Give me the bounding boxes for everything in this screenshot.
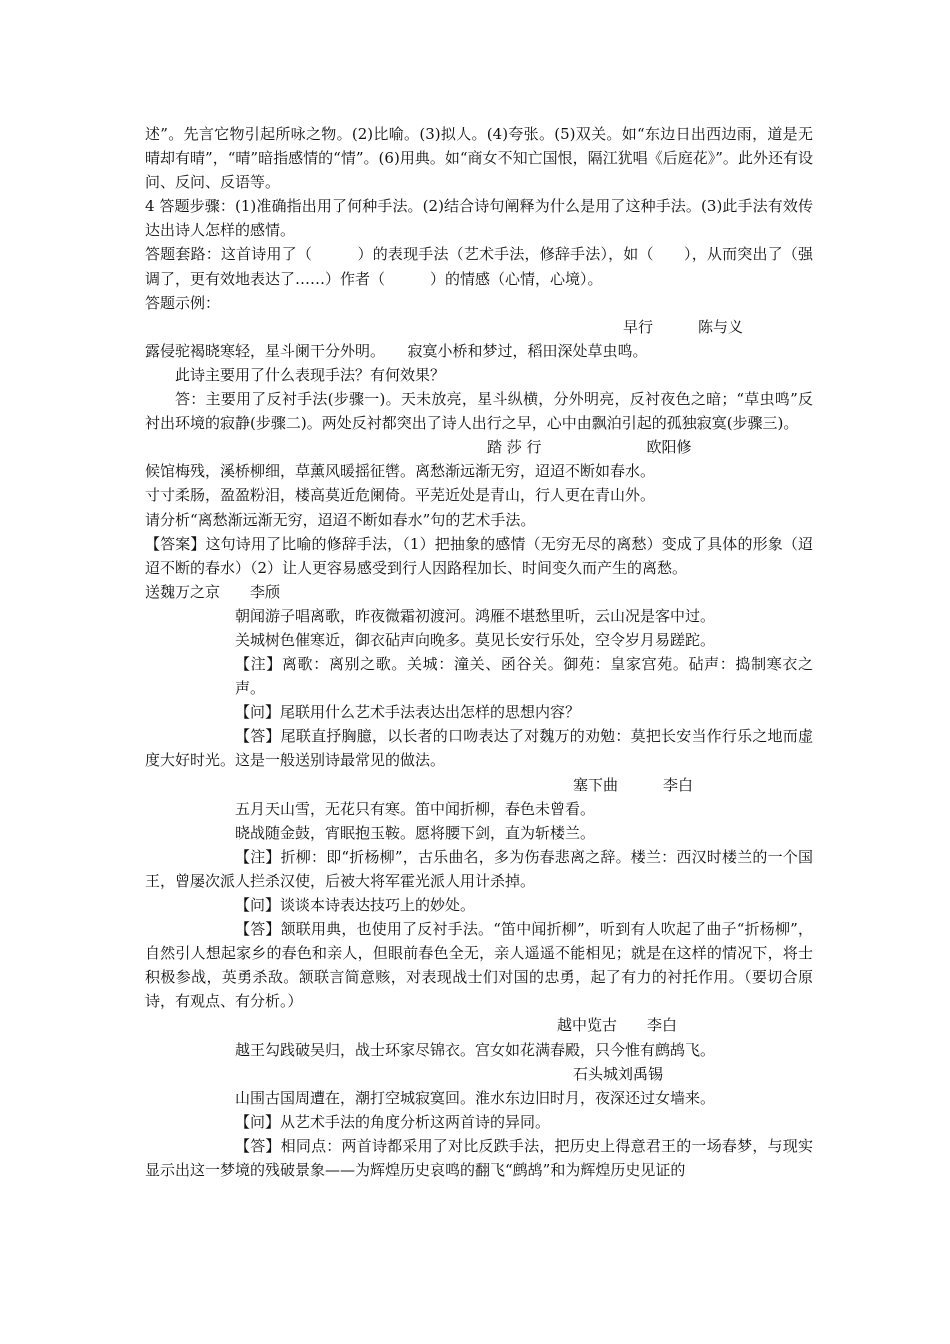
poem-text: 山围古国周遭在，潮打空城寂寞回。淮水东边旧时月，夜深还过女墙来。	[235, 1088, 716, 1107]
poem-block	[145, 797, 813, 845]
answer-steps: 4 答题步骤：(1)准确指出用了何种手法。(2)结合诗句阐释为什么是用了这种手法。(3)此手法有效传达出诗人怎样的感情。	[145, 197, 813, 240]
poem-line: 候馆梅残，溪桥柳细，草薰风暖摇征辔。离愁渐远渐无穷，迢迢不断如春水。	[145, 462, 656, 481]
question: 请分析“离愁渐远渐无穷，迢迢不断如春水”句的艺术手法。	[145, 510, 536, 529]
question: 【问】谈谈本诗表达技巧上的妙处。	[235, 896, 476, 914]
answer-formula: 答题套路：这首诗用了（ ）的表现手法（艺术手法，修辞手法），如（ ），从而突出了（强调了，更有效地表达了……）作者（ ）的情感（心情，心境）。	[145, 245, 813, 288]
answer: 【答】尾联直抒胸臆，以长者的口吻表达了对魏万的劝勉：莫把长安当作行乐之地而虚度大好时光。这是一般送别诗最常见的做法。	[145, 727, 813, 770]
poem-block	[145, 893, 813, 917]
poem-line: 寸寸柔肠，盈盈粉泪，楼高莫近危阑倚。平芜近处是青山，行人更在青山外。	[145, 486, 656, 505]
poem-line: 五月天山雪，无花只有寒。笛中闻折柳，春色未曾看。	[235, 799, 596, 818]
question: 此诗主要用了什么表现手法？有何效果？	[175, 365, 446, 384]
question: 【问】尾联用什么艺术手法表达出怎样的思想内容？	[235, 703, 581, 722]
poem-line: 晓战随金鼓，宵眠抱玉鞍。愿将腰下剑，直为斩楼兰。	[235, 823, 596, 842]
poem-title: 送魏万之京 李颀	[145, 582, 281, 601]
poem-block	[145, 1038, 813, 1062]
note: 【注】离歌：离别之歌。关城：潼关、函谷关。御苑：皇家宫苑。砧声：捣制寒衣之声。	[235, 655, 813, 698]
answer: 【答】相同点：两首诗都采用了对比反跌手法，把历史上得意君王的一场春梦，与现实显示出这一梦境的残破景象——为辉煌历史哀鸣的翻飞“鹧鸪”和为辉煌历史见证的	[145, 1136, 813, 1180]
poem-line: 朝闻游子唱离歌，昨夜微霜初渡河。鸿雁不堪愁里听，云山况是客中过。	[235, 606, 716, 625]
intro-paragraph: 述”。先言它物引起所咏之物。(2)比喻。(3)拟人。(4)夸张。(5)双关。如“东边日出西边雨，道是无晴却有晴”，“晴”暗指感情的“情”。(6)用典。如“商女不知亡国恨，隔江犹唱《后庭花》”。此外还有设问、反问、反语等。	[145, 125, 813, 192]
poem-title: 早行 陈与义	[623, 317, 744, 336]
poem-text: 露侵驼褐晓寒轻，星斗阑干分外明。 寂寞小桥和梦过，稻田深处草虫鸣。	[145, 341, 648, 360]
answer: 【答】颔联用典，也使用了反衬手法。“笛中闻折柳”，听到有人吹起了曲子“折杨柳”，自然引人想起家乡的春色和亲人，但眼前春色全无，亲人遥遥不能相见；就是在这样的情况下，将士积极参战，英勇杀敌。颔联言简意赅，对表现战士们对国的忠勇，起了有力的衬托作用。（要切合原诗，有观点、有分析。）	[145, 920, 813, 1011]
question: 【问】从艺术手法的角度分析这两首诗的异同。	[235, 1112, 551, 1131]
poem-title: 塞下曲 李白	[573, 775, 694, 794]
poem-title: 踏 莎 行 欧阳修	[487, 438, 692, 457]
example-label: 答题示例：	[145, 293, 221, 312]
poem-text: 越王勾践破吴归，战士环家尽锦衣。宫女如花满春殿，只今惟有鹧鸪飞。	[235, 1040, 716, 1059]
poem-line: 关城树色催寒近，御衣砧声向晚多。莫见长安行乐处，空令岁月易蹉跎。	[235, 630, 716, 649]
answer: 【答案】这句诗用了比喻的修辞手法，（1）把抽象的感情（无穷无尽的离愁）变成了具体的形象（迢迢不断的春水）（2）让人更容易感受到行人因路程加长、时间变久而产生的离愁。	[145, 534, 813, 577]
poem-title: 越中览古 李白	[557, 1016, 678, 1035]
poem-block	[145, 604, 813, 724]
note: 【注】折柳：即“折杨柳”，古乐曲名，多为伤春悲离之辞。楼兰：西汉时楼兰的一个国王，曾屡次派人拦杀汉使，后被大将军霍光派人用计杀掉。	[145, 847, 813, 890]
document-page	[145, 122, 813, 1182]
poem-title: 石头城刘禹锡	[573, 1064, 664, 1083]
poem-block	[145, 1086, 813, 1134]
answer: 答：主要用了反衬手法(步骤一)。天未放亮，星斗纵横，分外明亮，反衬夜色之暗；“草虫鸣”反衬出环境的寂静(步骤二)。两处反衬都突出了诗人出行之早，心中由飘泊引起的孤独寂寞(步骤三)。	[145, 390, 813, 433]
